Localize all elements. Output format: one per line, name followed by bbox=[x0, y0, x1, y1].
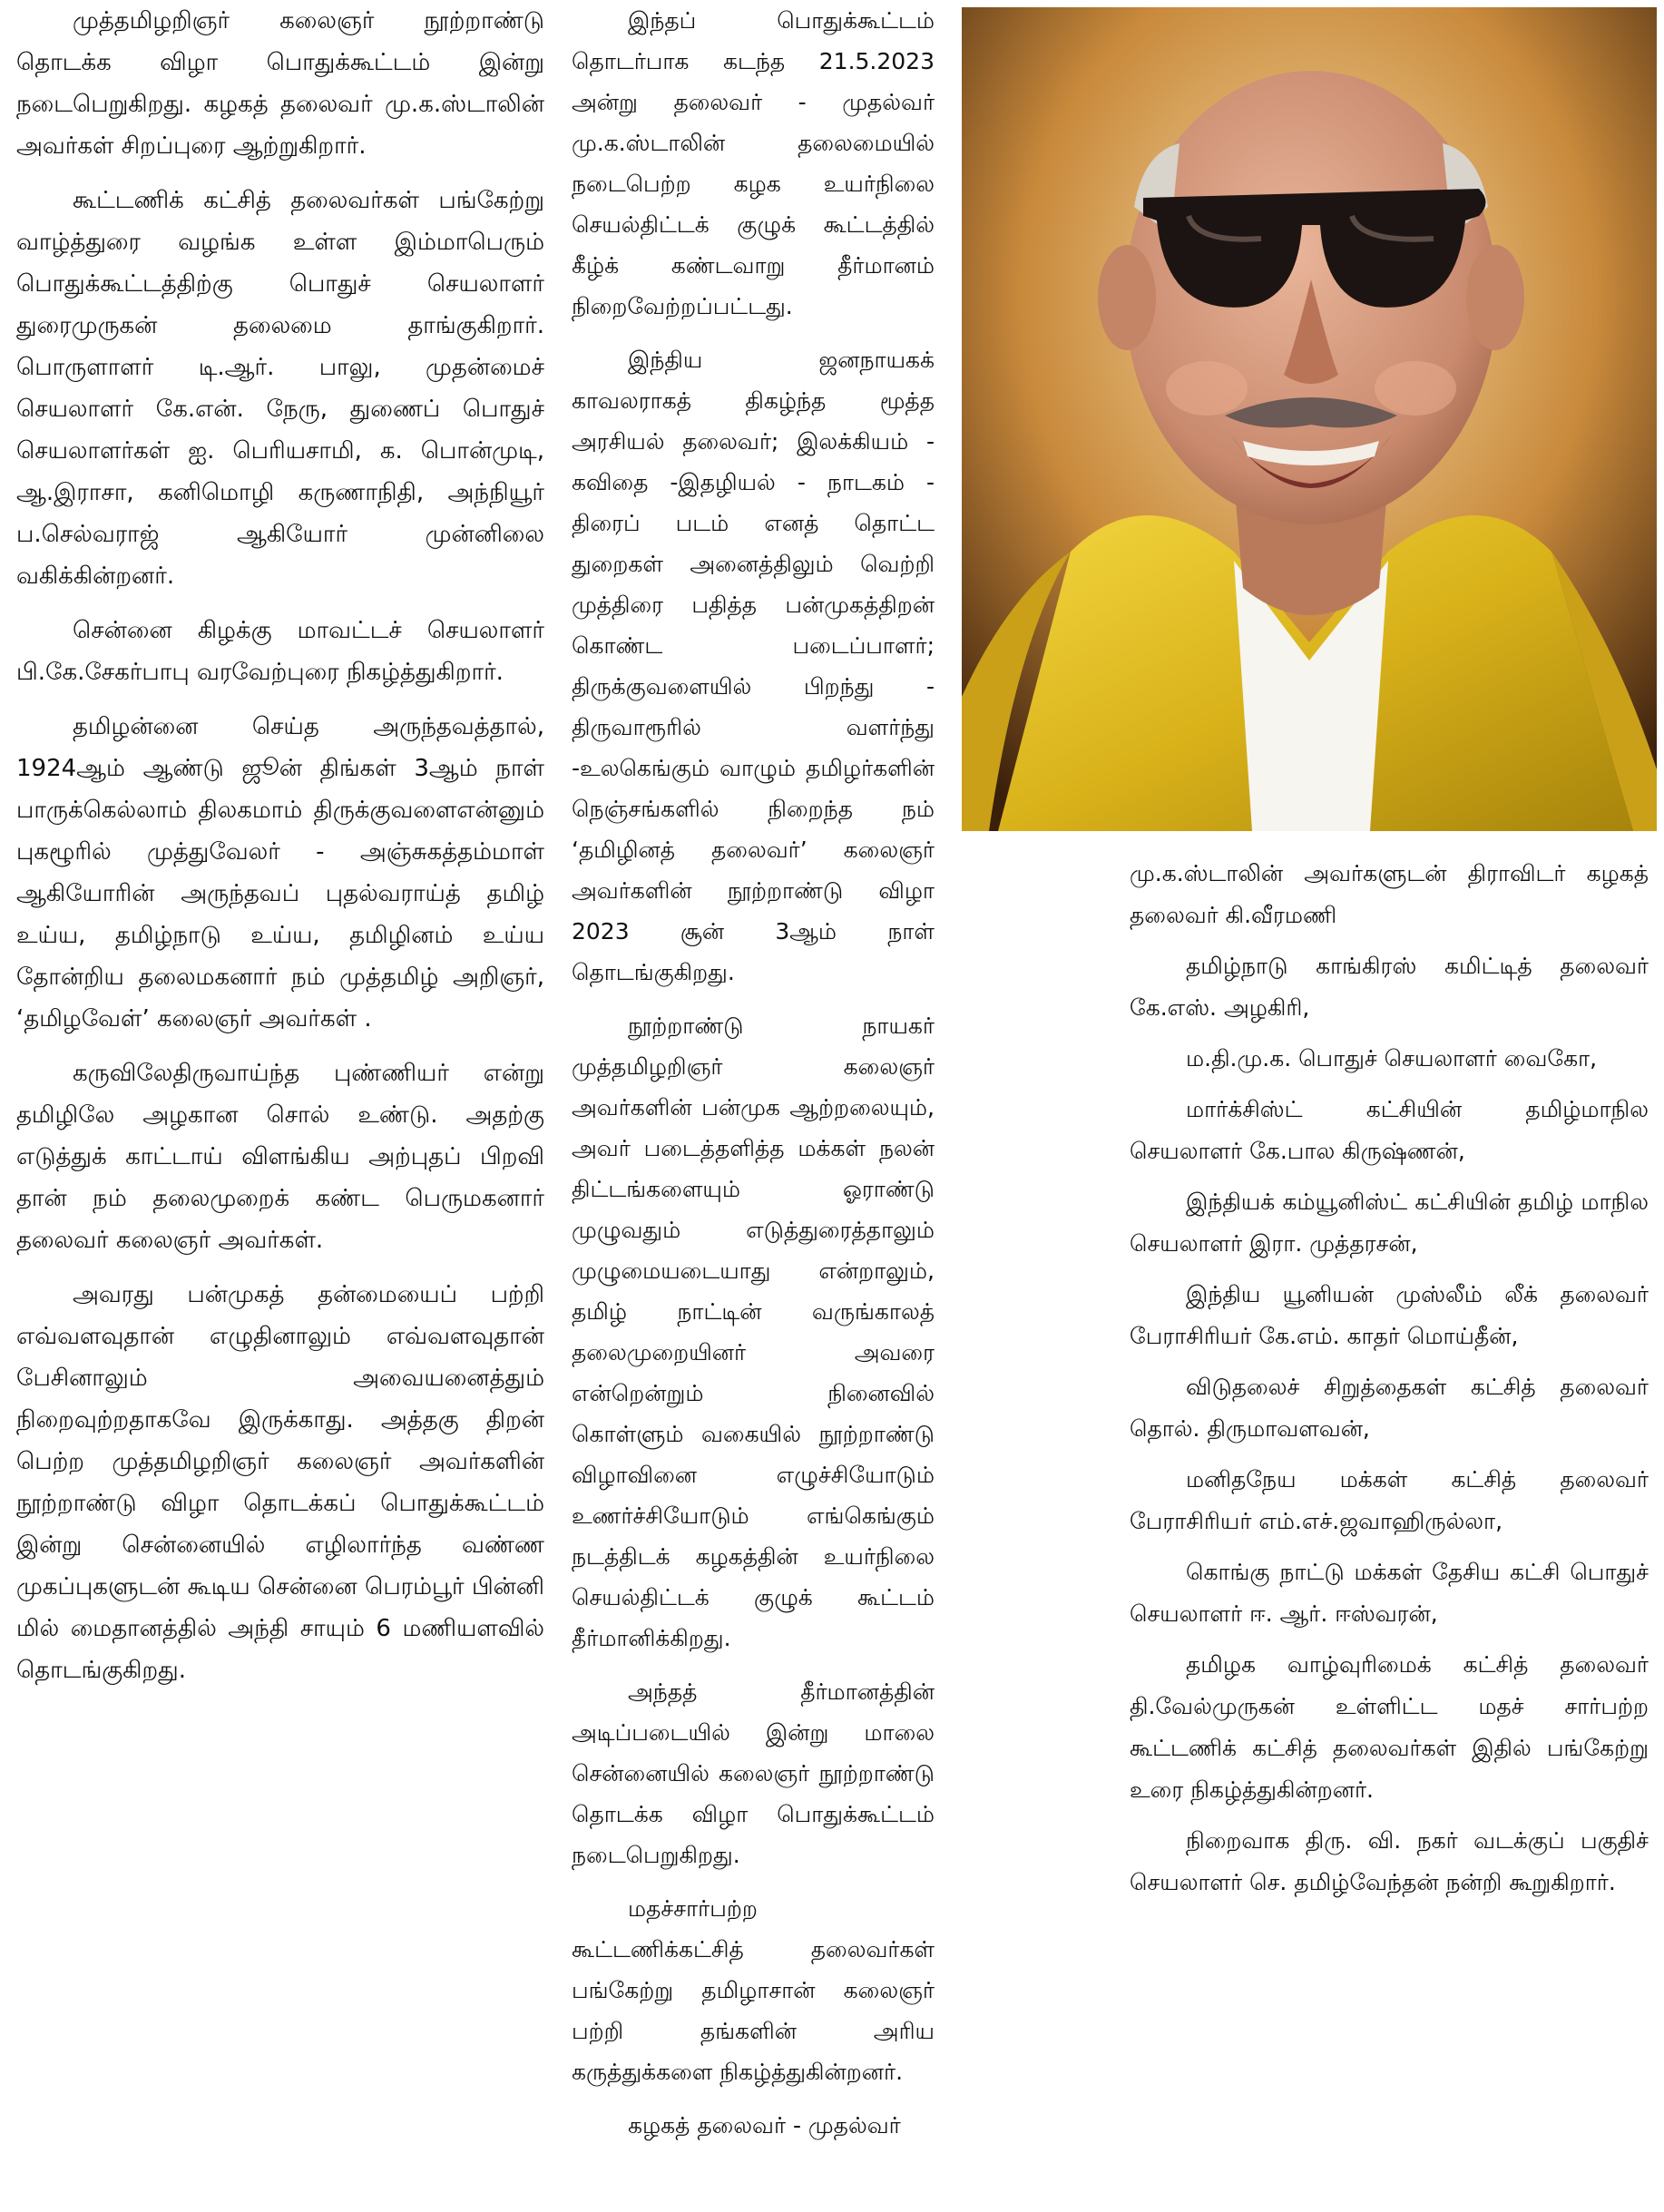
article-column-2 bbox=[572, 0, 935, 2212]
paragraph: தமிழ்நாடு காங்கிரஸ் கமிட்டித் தலைவர் கே.எஸ். அழகிரி, bbox=[1130, 953, 1649, 1021]
paragraph: கழகத் தலைவர் - முதல்வர் bbox=[628, 2112, 901, 2139]
portrait-illustration bbox=[962, 7, 1657, 831]
paragraph: தமிழன்னை செய்த அருந்தவத்தால், 1924ஆம் ஆண்டு ஜூன் திங்கள் 3ஆம் நாள் பாருக்கெல்லாம் திலகமாம் திருக்குவளைஎன்னும் புகழூரில் முத்துவேலர் - அஞ்சுகத்தம்மாள் ஆகியோரின் அருந்தவப் புதல்வராய்த் தமிழ் உய்ய, தமிழ்நாடு உய்ய, தமிழினம் உய்ய தோன்றிய தலைமகனார் நம் முத்தமிழ் அறிஞர், ‘தமிழவேள்’ கலைஞர் அவர்கள் . bbox=[16, 713, 544, 1033]
paragraph: அவரது பன்முகத் தன்மையைப் பற்றி எவ்வளவுதான் எழுதினாலும் எவ்வளவுதான் பேசினாலும் அவையனைத்தும் நிறைவுற்றதாகவே இருக்காது. அத்தகு திறன் பெற்ற முத்தமிழறிஞர் கலைஞர் அவர்களின் நூற்றாண்டு விழா தொடக்கப் பொதுக்கூட்டம் இன்று சென்னையில் எழிலார்ந்த வண்ண முகப்புகளுடன் கூடிய சென்னை பெரம்பூர் பின்னி மில் மைதானத்தில் அந்தி சாயும் 6 மணியளவில் தொடங்குகிறது. bbox=[16, 1281, 544, 1684]
article-column-3 bbox=[1130, 853, 1649, 2212]
paragraph: ம.தி.மு.க. பொதுச் செயலாளர் வைகோ, bbox=[1186, 1045, 1598, 1072]
paragraph: சென்னை கிழக்கு மாவட்டச் செயலாளர் பி.கே.சேகர்பாபு வரவேற்புரை நிகழ்த்துகிறார். bbox=[16, 617, 544, 686]
paragraph: முத்தமிழறிஞர் கலைஞர் நூற்றாண்டு தொடக்க விழா பொதுக்கூட்டம் இன்று நடைபெறுகிறது. கழகத் தலைவர் மு.க.ஸ்டாலின் அவர்கள் சிறப்புரை ஆற்றுகிறார். bbox=[16, 7, 544, 160]
paragraph: இந்தப் பொதுக்கூட்டம் தொடர்பாக கடந்த 21.5.2023 அன்று தலைவர் - முதல்வர் மு.க.ஸ்டாலின் தலைமையில் நடைபெற்ற கழக உயர்நிலை செயல்திட்டக் குழுக் கூட்டத்தில் கீழ்க் கண்டவாறு தீர்மானம் நிறைவேற்றப்பட்டது. bbox=[572, 7, 935, 319]
paragraph: கொங்கு நாட்டு மக்கள் தேசிய கட்சி பொதுச் செயலாளர் ஈ. ஆர். ஈஸ்வரன், bbox=[1130, 1559, 1649, 1627]
paragraph: மு.க.ஸ்டாலின் அவர்களுடன் திராவிடர் கழகத் தலைவர் கி.வீரமணி bbox=[1130, 860, 1649, 928]
paragraph: மார்க்சிஸ்ட் கட்சியின் தமிழ்மாநில செயலாளர் கே.பால கிருஷ்ணன், bbox=[1130, 1096, 1649, 1164]
paragraph: கருவிலேதிருவாய்ந்த புண்ணியர் என்று தமிழிலே அழகான சொல் உண்டு. அதற்கு எடுத்துக் காட்டாய் விளங்கிய அற்புதப் பிறவி தான் நம் தலைமுறைக் கண்ட பெருமகனார் தலைவர் கலைஞர் அவர்கள். bbox=[16, 1060, 544, 1254]
portrait-photo bbox=[962, 7, 1657, 831]
paragraph: விடுதலைச் சிறுத்தைகள் கட்சித் தலைவர் தொல். திருமாவளவன், bbox=[1130, 1374, 1649, 1442]
paragraph: இந்திய யூனியன் முஸ்லீம் லீக் தலைவர் பேராசிரியர் கே.எம். காதர் மொய்தீன், bbox=[1130, 1281, 1649, 1349]
paragraph: அந்தத் தீர்மானத்தின் அடிப்படையில் இன்று மாலை சென்னையில் கலைஞர் நூற்றாண்டு தொடக்க விழா பொதுக்கூட்டம் நடைபெறுகிறது. bbox=[572, 1679, 935, 1868]
paragraph: இந்தியக் கம்யூனிஸ்ட் கட்சியின் தமிழ் மாநில செயலாளர் இரா. முத்தரசன், bbox=[1130, 1189, 1649, 1257]
paragraph: மனிதநேய மக்கள் கட்சித் தலைவர் பேராசிரியர் எம்.எச்.ஜவாஹிருல்லா, bbox=[1130, 1466, 1649, 1534]
paragraph: மதச்சார்பற்ற கூட்டணிக்கட்சித் தலைவர்கள் பங்கேற்று தமிழாசான் கலைஞர் பற்றி தங்களின் அரிய கருத்துக்களை நிகழ்த்துகின்றனர். bbox=[572, 1895, 935, 2085]
paragraph: நூற்றாண்டு நாயகர் முத்தமிழறிஞர் கலைஞர் அவர்களின் பன்முக ஆற்றலையும், அவர் படைத்தளித்த மக்கள் நலன் திட்டங்களையும் ஓராண்டு முழுவதும் எடுத்துரைத்தாலும் முழுமையடையாது என்றாலும், தமிழ் நாட்டின் வருங்காலத் தலைமுறையினர் அவரை என்றென்றும் நினைவில் கொள்ளும் வகையில் நூற்றாண்டு விழாவினை எழுச்சியோடும் உணர்ச்சியோடும் எங்கெங்கும் நடத்திடக் கழகத்தின் உயர்நிலை செயல்திட்டக் குழுக் கூட்டம் தீர்மானிக்கிறது. bbox=[572, 1013, 935, 1651]
paragraph: கூட்டணிக் கட்சித் தலைவர்கள் பங்கேற்று வாழ்த்துரை வழங்க உள்ள இம்மாபெரும் பொதுக்கூட்டத்திற்கு பொதுச் செயலாளர் துரைமுருகன் தலைமை தாங்குகிறார். பொருளாளர் டி.ஆர். பாலு, முதன்மைச் செயலாளர் கே.என். நேரு, துணைப் பொதுச் செயலாளர்கள் ஐ. பெரியசாமி, க. பொன்முடி, ஆ.இராசா, கனிமொழி கருணாநிதி, அந்நியூர் ப.செல்வராஜ் ஆகியோர் முன்னிலை வகிக்கின்றனர். bbox=[16, 187, 544, 590]
paragraph: தமிழக வாழ்வுரிமைக் கட்சித் தலைவர் தி.வேல்முருகன் உள்ளிட்ட மதச் சார்பற்ற கூட்டணிக் கட்சித் தலைவர்கள் இதில் பங்கேற்று உரை நிகழ்த்துகின்றனர். bbox=[1130, 1651, 1649, 1803]
article-column-1 bbox=[16, 0, 544, 2212]
paragraph: இந்திய ஜனநாயகக் காவலராகத் திகழ்ந்த மூத்த அரசியல் தலைவர்; இலக்கியம் - கவிதை -இதழியல் - நாடகம் - திரைப் படம் எனத் தொட்ட துறைகள் அனைத்திலும் வெற்றி முத்திரை பதித்த பன்முகத்திறன் கொண்ட படைப்பாளர்; திருக்குவளையில் பிறந்து - திருவாரூரில் வளர்ந்து -உலகெங்கும் வாழும் தமிழர்களின் நெஞ்சங்களில் நிறைந்த நம் ‘தமிழினத் தலைவர்’ கலைஞர் அவர்களின் நூற்றாண்டு விழா 2023 சூன் 3ஆம் நாள் தொடங்குகிறது. bbox=[572, 347, 935, 985]
paragraph: நிறைவாக திரு. வி. நகர் வடக்குப் பகுதிச் செயலாளர் செ. தமிழ்வேந்தன் நன்றி கூறுகிறார். bbox=[1130, 1827, 1649, 1895]
